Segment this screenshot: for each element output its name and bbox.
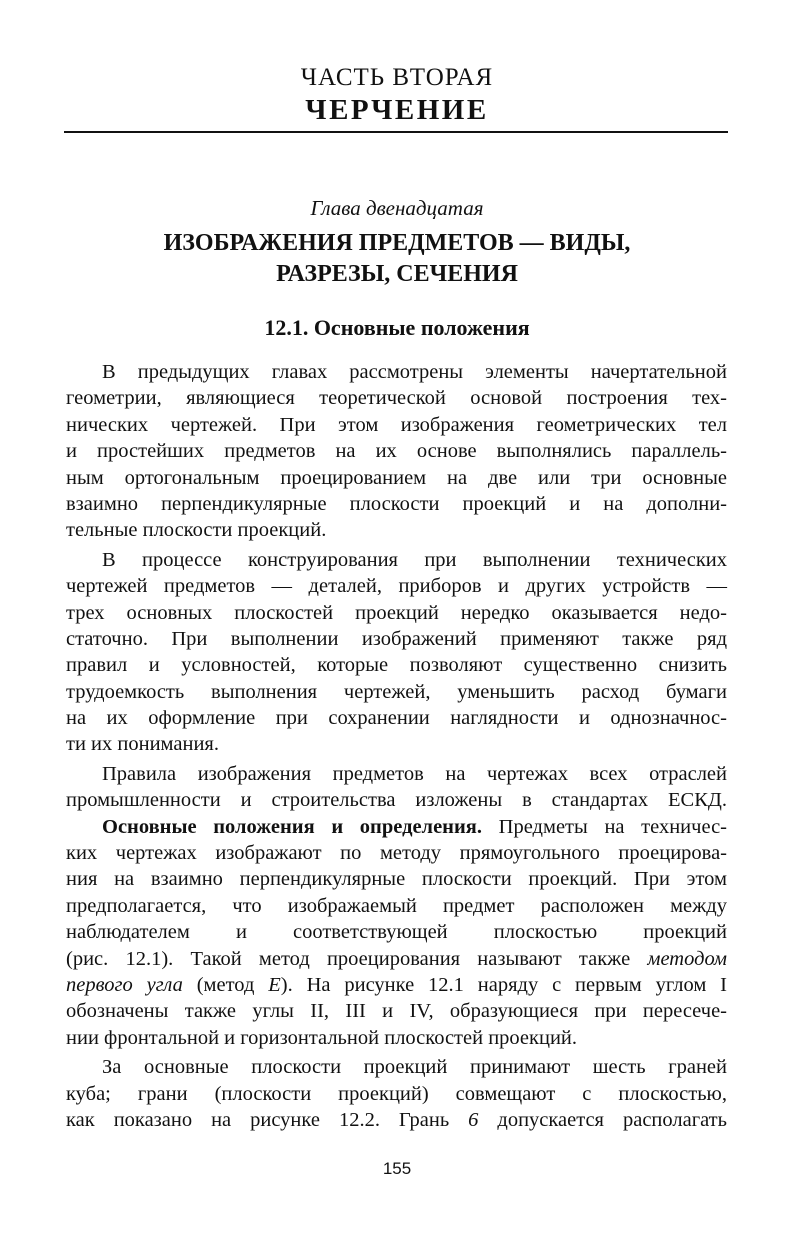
text-run: (рис. 12.1). Такой метод проецирования называют также bbox=[66, 947, 648, 970]
chapter-title bbox=[0, 228, 794, 290]
paragraph-4 bbox=[66, 814, 727, 1052]
emphasis: методом bbox=[647, 947, 727, 970]
section-title: 12.1. Основные положения bbox=[264, 315, 530, 340]
part-title: ЧЕРЧЕНИЕ bbox=[305, 94, 489, 126]
body-text bbox=[66, 359, 727, 1133]
text-line: тельные плоскости проекций. bbox=[66, 519, 327, 542]
text-line: геометрии, являющиеся теоретической основой построения тех- bbox=[66, 387, 727, 410]
text-line bbox=[66, 1107, 727, 1133]
text-line: В процессе конструирования при выполнении технических bbox=[102, 548, 727, 571]
paragraph-5 bbox=[66, 1054, 727, 1133]
chapter-title-line: ИЗОБРАЖЕНИЯ ПРЕДМЕТОВ — ВИДЫ, bbox=[163, 230, 631, 256]
text-line: статочно. При выполнении изображений применяют также ряд bbox=[66, 627, 727, 650]
text-run: как показано на рисунке 12.2. Грань bbox=[66, 1108, 469, 1131]
chapter-label: Глава двенадцатая bbox=[310, 196, 484, 220]
text-line: промышленности и строительства изложены в стандартах ЕСКД. bbox=[66, 789, 727, 812]
emphasis: первого угла bbox=[66, 973, 183, 996]
text-line: За основные плоскости проекций принимают шесть граней bbox=[102, 1056, 727, 1079]
header-rule bbox=[64, 131, 728, 133]
text-line: обозначены также углы II, III и IV, образующиеся при пересече- bbox=[66, 1000, 727, 1023]
text-run: ). На рисунке 12.1 наряду с первым углом I bbox=[280, 973, 727, 996]
text-line: чертежей предметов — деталей, приборов и других устройств — bbox=[66, 575, 727, 598]
text-line: трудоемкость выполнения чертежей, уменьшить расход бумаги bbox=[66, 680, 727, 703]
run-in-heading: Основные положения и определения. bbox=[102, 815, 483, 838]
text-line: ния на взаимно перпендикулярные плоскости проекций. При этом bbox=[66, 868, 727, 891]
paragraph-3 bbox=[66, 761, 727, 814]
paragraph-1 bbox=[66, 359, 727, 544]
text-line: куба; грани (плоскости проекций) совмещают с плоскостью, bbox=[66, 1082, 727, 1105]
text-line: нических чертежей. При этом изображения геометрических тел bbox=[66, 413, 727, 436]
text-line: В предыдущих главах рассмотрены элементы начертательной bbox=[102, 361, 727, 383]
text-line: наблюдателем и соответствующей плоскостью проекций bbox=[66, 921, 727, 944]
text-line bbox=[66, 972, 727, 998]
text-line bbox=[66, 814, 727, 840]
part-label: ЧАСТЬ ВТОРАЯ bbox=[300, 64, 494, 91]
text-line: ких чертежах изображают по методу прямоугольного проецирова- bbox=[66, 842, 727, 865]
text-line: трех основных плоскостей проекций нередко оказывается недо- bbox=[66, 601, 727, 624]
emphasis: E bbox=[268, 973, 281, 996]
text-run: (метод bbox=[182, 973, 269, 996]
page-number: 155 bbox=[382, 1159, 412, 1178]
text-line: правил и условностей, которые позволяют существенно снизить bbox=[66, 654, 727, 677]
text-line bbox=[66, 946, 727, 972]
paragraph-2 bbox=[66, 547, 727, 758]
text-run: допускается располагать bbox=[478, 1108, 727, 1131]
text-line: Правила изображения предметов на чертежах всех отраслей bbox=[102, 762, 727, 785]
emphasis: 6 bbox=[468, 1108, 479, 1131]
text-line: ти их понимания. bbox=[66, 733, 219, 756]
text-line: и простейших предметов на их основе выполнялись параллель- bbox=[66, 440, 727, 463]
text-line: ным ортогональным проецированием на две или три основные bbox=[66, 466, 727, 489]
text-line: предполагается, что изображаемый предмет расположен между bbox=[66, 894, 727, 917]
text-line: на их оформление при сохранении наглядности и однозначнос- bbox=[66, 707, 727, 730]
text-run: Предметы на техничес- bbox=[482, 815, 727, 838]
chapter-title-line: РАЗРЕЗЫ, СЕЧЕНИЯ bbox=[276, 261, 518, 287]
text-line: нии фронтальной и горизонтальной плоскостей проекций. bbox=[66, 1026, 578, 1049]
text-line: взаимно перпендикулярные плоскости проекций и на дополни- bbox=[66, 492, 727, 515]
